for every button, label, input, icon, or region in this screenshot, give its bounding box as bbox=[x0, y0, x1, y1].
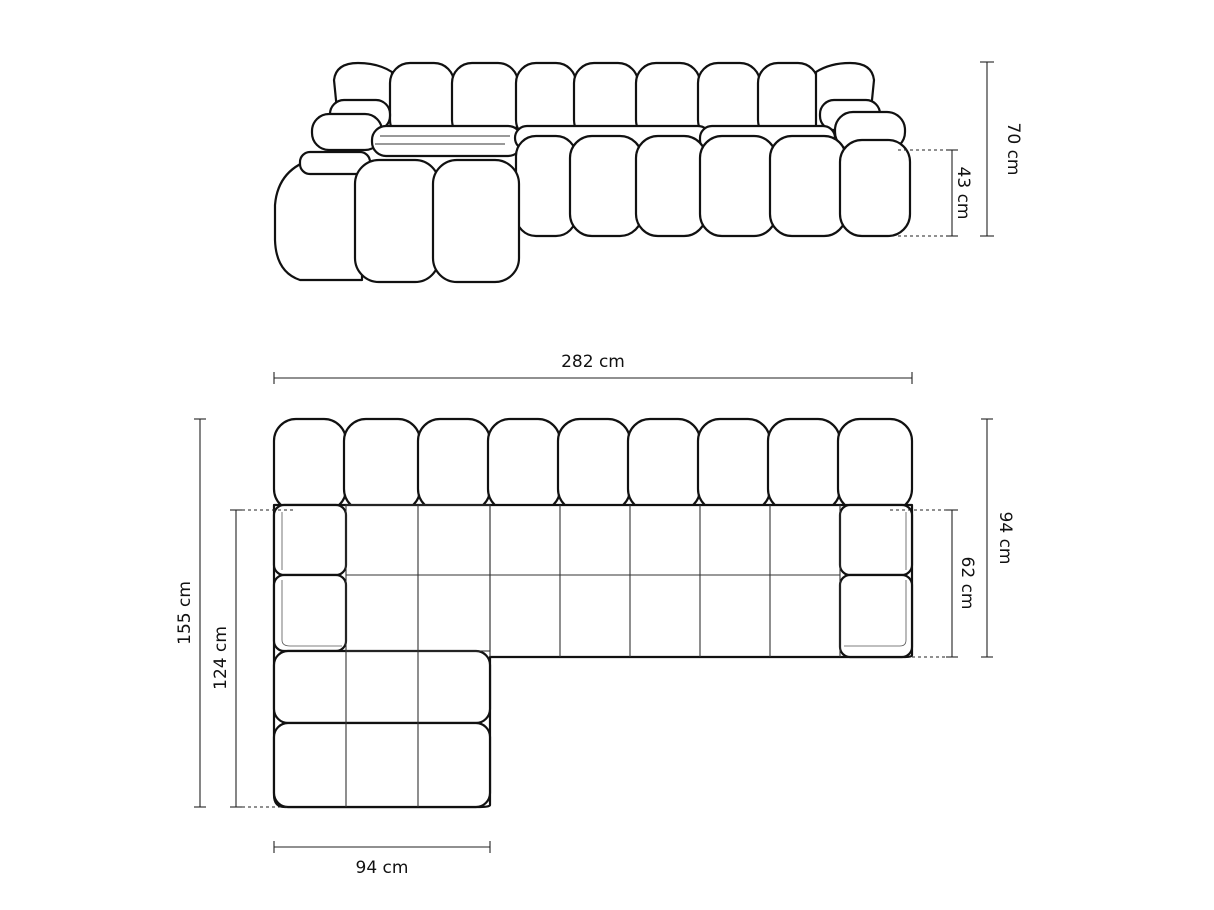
chaise-width-label: 94 cm bbox=[355, 858, 409, 878]
seat-height-label: 43 cm bbox=[953, 166, 973, 220]
total-depth-label: 155 cm bbox=[175, 581, 195, 645]
seat-depth-label: 62 cm bbox=[957, 556, 977, 610]
front-seat-cushions bbox=[516, 136, 910, 236]
front-view bbox=[275, 63, 910, 282]
back-row bbox=[274, 419, 912, 511]
total-width-label: 282 cm bbox=[561, 352, 625, 372]
top-view bbox=[274, 419, 912, 807]
total-height-label: 70 cm bbox=[1003, 122, 1023, 176]
front-dimensions bbox=[898, 62, 994, 236]
chaise-seat-depth-label: 124 cm bbox=[211, 626, 231, 690]
sofa-depth-label: 94 cm bbox=[995, 511, 1015, 565]
chaise-front bbox=[275, 136, 519, 282]
